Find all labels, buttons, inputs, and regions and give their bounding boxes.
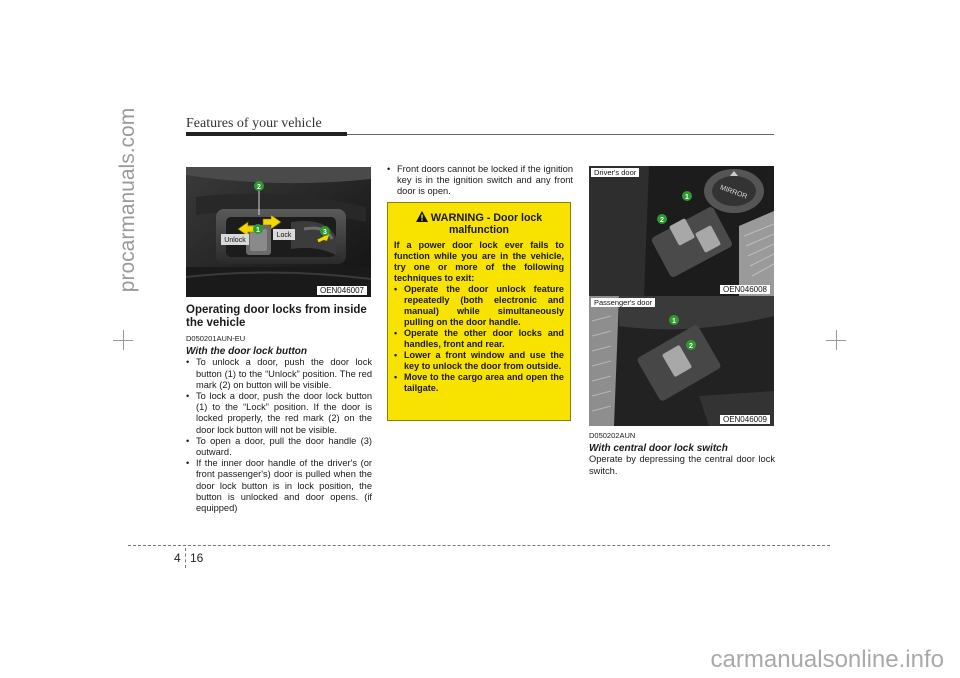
passengers-door-illustration <box>589 296 774 426</box>
header-rule-thin <box>347 134 774 135</box>
section-heading: Operating door locks from inside the vehicle <box>186 304 367 329</box>
unlock-label: Unlock <box>224 237 246 244</box>
figure-caption: Driver's door <box>591 168 639 177</box>
watermark-bottom: carmanualsonline.info <box>710 646 944 673</box>
figure-code: OEN046009 <box>720 415 770 424</box>
callout-1: 1 <box>685 194 689 201</box>
note-list <box>387 164 573 198</box>
left-column <box>186 304 372 514</box>
instruction-list <box>186 357 372 514</box>
callout-1: 1 <box>672 318 676 325</box>
header-rule-thick <box>186 132 347 136</box>
page-number: 16 <box>190 551 204 565</box>
list-item: • Lower a front window and use the key to unlock the door from outside. <box>394 350 564 372</box>
figure-caption: Passenger's door <box>591 298 655 307</box>
callout-1: 1 <box>256 227 260 234</box>
callout-2: 2 <box>689 343 693 350</box>
warning-header <box>394 211 564 236</box>
callout-3: 3 <box>323 229 327 236</box>
warning-box <box>387 202 571 421</box>
callout-2: 2 <box>257 184 261 191</box>
crop-mark-left-v <box>123 330 124 350</box>
watermark-left-text: procarmanuals.com <box>116 107 139 293</box>
middle-column <box>387 164 573 198</box>
warning-intro: If a power door lock ever fails to function while you are in the vehicle, try one or more of the following techniques to exit: <box>394 240 564 283</box>
section-code: D050202AUN <box>589 431 636 440</box>
mirror-knob-text: MIRROR <box>718 184 749 201</box>
right-column <box>589 430 775 477</box>
crop-mark-right-v <box>836 330 837 350</box>
figure-code: OEN046008 <box>720 285 770 294</box>
list-item: • Operate the door unlock feature repeatedly (both electronic and manual) while simultaneously pulling on the door handle. <box>394 284 564 328</box>
lock-label: Lock <box>276 232 292 239</box>
figure-drivers-door <box>589 166 774 296</box>
list-item: • To lock a door, push the door lock button (1) to the “Lock” position. If the door is locked properly, the red mark (2) on the door lock button will not be visible. <box>186 391 372 436</box>
list-item: • To unlock a door, push the door lock button (1) to the “Unlock” position. The red mark (2) on button will be visible. <box>186 357 372 391</box>
list-item: • If the inner door handle of the driver's (or front passenger's) door is pulled when the door lock button is in lock position, the button is unlocked and door opens. (if equipped) <box>186 458 372 514</box>
list-item: • Operate the other door locks and handles, front and rear. <box>394 328 564 350</box>
list-item: • Front doors cannot be locked if the ignition key is in the ignition switch and any front door is open. <box>387 164 573 198</box>
figure-passengers-door <box>589 296 774 426</box>
figure-door-lock-button <box>186 167 371 297</box>
warning-list <box>394 284 564 394</box>
figure-code: OEN046007 <box>317 286 367 295</box>
chapter-number: 4 <box>174 551 181 565</box>
drivers-door-illustration <box>589 166 774 296</box>
footer-rule <box>128 545 830 546</box>
page-header-title: Features of your vehicle <box>186 116 322 131</box>
section-body: Operate by depressing the central door lock switch. <box>589 454 775 476</box>
section-code: D050201AUN-EU <box>186 334 246 343</box>
list-item: • Move to the cargo area and open the tailgate. <box>394 372 564 394</box>
warning-title: - Door lock malfunction <box>448 212 543 236</box>
callout-2: 2 <box>660 217 664 224</box>
page-number-separator <box>185 548 186 568</box>
section-subheading: With the door lock button <box>186 346 308 358</box>
warning-label: WARNING <box>430 212 484 224</box>
warning-triangle-icon <box>416 212 431 224</box>
door-lock-illustration <box>186 167 371 297</box>
section-subheading: With central door lock switch <box>589 443 728 455</box>
list-item: • To open a door, pull the door handle (3) outward. <box>186 436 372 458</box>
